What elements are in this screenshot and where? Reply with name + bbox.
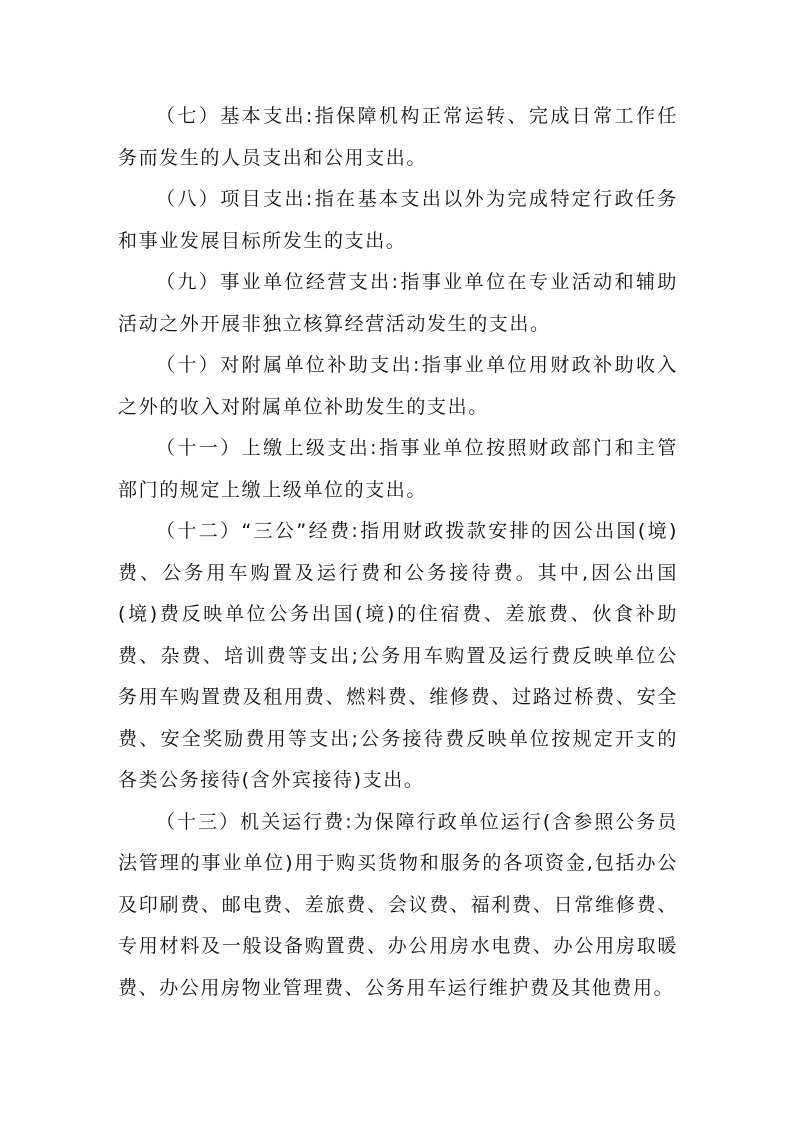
paragraph-subsidiary-subsidy-expenditure: （十）对附属单位补助支出:指事业单位用财政补助收入之外的收入对附属单位补助发生的支出。 [118,354,678,418]
paragraph-business-operating-expenditure: （九）事业单位经营支出:指事业单位在专业活动和辅助活动之外开展非独立核算经营活动发生的支出。 [118,271,678,335]
paragraph-three-public-expenses: （十二）“三公”经费:指用财政拨款安排的因公出国(境)费、公务用车购置及运行费和公务接待费。其中,因公出国(境)费反映单位公务出国(境)的住宿费、差旅费、伙食补助费、杂费、培训费等支出;公务用车购置及运行费反映单位公务用车购置费及租用费、燃料费、维修费、过路过桥费、安全费、安全奖励费用等支出;公务接待费反映单位按规定开支的各类公务接待(含外宾接待)支出。 [118,520,678,791]
document-body [118,96,678,1009]
paragraph-basic-expenditure: （七）基本支出:指保障机构正常运转、完成日常工作任务而发生的人员支出和公用支出。 [118,105,678,169]
paragraph-superior-remittance-expenditure: （十一）上缴上级支出:指事业单位按照财政部门和主管部门的规定上缴上级单位的支出。 [118,437,678,501]
paragraph-agency-operating-expenses: （十三）机关运行费:为保障行政单位运行(含参照公务员法管理的事业单位)用于购买货物和服务的各项资金,包括办公及印刷费、邮电费、差旅费、会议费、福利费、日常维修费、专用材料及一般设备购置费、办公用房水电费、办公用房取暖费、办公用房物业管理费、公务用车运行维护费及其他费用。 [118,810,678,999]
paragraph-project-expenditure: （八）项目支出:指在基本支出以外为完成特定行政任务和事业发展目标所发生的支出。 [118,188,678,252]
